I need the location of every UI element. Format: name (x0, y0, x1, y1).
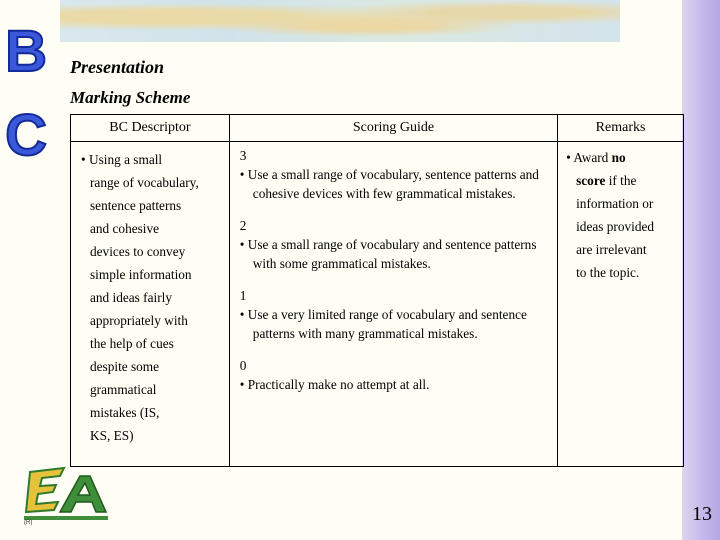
descriptor-line: range of vocabulary, (90, 175, 199, 190)
score-band-1 (240, 286, 553, 343)
scoring-guide-cell (229, 142, 557, 467)
score-level: 1 (239, 288, 247, 303)
score-description: • Use a very limited range of vocabulary and sentence patterns with many grammatical mistakes. (239, 307, 527, 341)
score-description: • Practically make no attempt at all. (239, 377, 430, 392)
header-bc-descriptor: BC Descriptor (71, 115, 230, 142)
header-scoring-guide: Scoring Guide (229, 115, 557, 142)
svg-text:(R): (R) (24, 520, 33, 526)
remarks-cell (558, 142, 684, 467)
score-band-0 (240, 356, 553, 394)
score-level: 2 (239, 218, 247, 233)
descriptor-line: KS, ES) (90, 428, 134, 443)
organisation-logo (20, 464, 112, 526)
right-decorative-bar (682, 0, 720, 540)
header-remarks: Remarks (558, 115, 684, 142)
remarks-line: score if the (576, 173, 637, 188)
side-letter-c (5, 103, 47, 168)
score-band-3 (240, 146, 553, 203)
descriptor-line: mistakes (IS, (90, 405, 160, 420)
map-banner-image (60, 0, 620, 42)
remarks-line: ideas provided (576, 219, 655, 234)
descriptor-line: and ideas fairly (90, 290, 172, 305)
score-level: 0 (239, 358, 247, 373)
score-description: • Use a small range of vocabulary, sentence patterns and cohesive devices with few grammatical mistakes. (239, 167, 539, 201)
descriptor-line: sentence patterns (90, 198, 182, 213)
remarks-line: • Award no (566, 150, 626, 165)
descriptor-line: devices to convey (90, 244, 186, 259)
side-letter-b (5, 19, 47, 84)
table-body-row (71, 142, 684, 467)
descriptor-line: grammatical (90, 382, 157, 397)
remarks-line: information or (576, 196, 654, 211)
table-header-row (71, 115, 684, 142)
page-subtitle: Marking Scheme (70, 88, 191, 107)
remarks-line: to the topic. (576, 265, 640, 280)
score-level: 3 (239, 148, 247, 163)
page-title: Presentation (70, 57, 165, 77)
svg-text:B: B (5, 19, 47, 84)
remarks-emphasis-score: score (576, 173, 606, 188)
descriptor-line: appropriately with (90, 313, 188, 328)
marking-scheme-table (70, 114, 684, 467)
score-description: • Use a small range of vocabulary and sentence patterns with some grammatical mistakes. (239, 237, 537, 271)
descriptor-line: and cohesive (90, 221, 160, 236)
remarks-emphasis-no: no (611, 150, 626, 165)
descriptor-line: despite some (90, 359, 160, 374)
descriptor-line: • Using a small (81, 152, 163, 167)
remarks-line: are irrelevant (576, 242, 647, 257)
descriptor-cell (71, 142, 230, 467)
descriptor-line: the help of cues (90, 336, 174, 351)
svg-text:C: C (5, 103, 47, 168)
descriptor-line: simple information (90, 267, 192, 282)
page-number: 13 (692, 503, 712, 525)
score-band-2 (240, 216, 553, 273)
